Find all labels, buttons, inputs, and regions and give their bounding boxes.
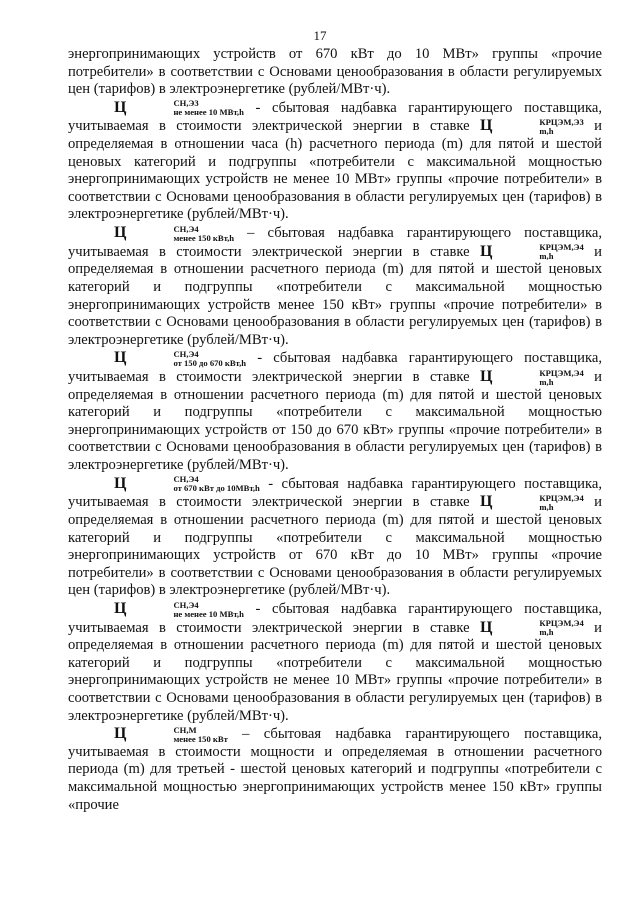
definition-text-continued: и определяемая в отношении расчетного периода (m) для пятой и шестой ценовых категорий и подгруппы «потребители с максимальной мощностью энергопринимающих устройств менее 150 кВт» группы «прочие потребители» в соответствии с Основами ценообразования в области регулируемых цен (тарифов) в электроэнергетике (рублей/МВт·ч). [68, 243, 602, 348]
rate-subscript: m,h [539, 376, 554, 387]
definition-text: – сбытовая надбавка гарантирующего поставщика, учитываемая в стоимости мощности и определяемая в отношении расчетного периода (m) для третьей - шестой ценовых категорий и подгруппы «потребители с максимальной мощностью энергопринимающих устройств менее 150 кВт» группы «прочие [68, 726, 602, 813]
symbol-subscript: не менее 10 МВт,h [173, 107, 244, 118]
definition-text: - сбытовая надбавка гарантирующего поставщика, учитываемая в стоимости электрической энергии в ставке [68, 475, 602, 511]
symbol-superscript: СН,М [173, 724, 197, 735]
symbol-subscript: от 150 до 670 кВт,h [173, 358, 247, 368]
rate-symbol: Ц [479, 493, 493, 511]
symbol-indices [127, 726, 227, 744]
symbol-superscript: СН,Э3 [173, 98, 199, 109]
rate-superscript: КРЦЭМ,Э4 [539, 618, 584, 629]
rate-symbol: Ц [479, 117, 493, 135]
definition-text-continued: и определяемая в отношении часа (h) расчетного периода (m) для пятой и шестой ценовых категорий и подгруппы «потребители с максимальной мощностью энергопринимающих устройств не менее 10 МВт» группы «прочие потребители» в соответствии с Основами ценообразования в области регулируемых цен (тарифов) в электроэнергетике (рублей/МВт·ч). [68, 118, 602, 223]
symbol-indices [127, 99, 243, 117]
rate-superscript: КРЦЭМ,Э4 [539, 492, 584, 503]
symbol: Ц [114, 224, 127, 242]
rate-symbol: Ц [479, 242, 493, 260]
rate-superscript: КРЦЭМ,Э3 [539, 117, 584, 128]
rate-superscript: КРЦЭМ,Э4 [539, 367, 584, 378]
definition-text-continued: и определяемая в отношении расчетного периода (m) для пятой и шестой ценовых категорий и подгруппы «потребители с максимальной мощностью энергопринимающих устройств не менее 10 МВт» группы «прочие потребители» в соответствии с Основами ценообразования в области регулируемых цен (тарифов) в электроэнергетике (рублей/МВт·ч). [68, 619, 602, 724]
symbol-superscript: СН,Э4 [173, 223, 199, 234]
paragraph-text: энергопринимающих устройств от 670 кВт до 10 МВт» группы «прочие потребители» в соответствии с Основами ценообразования в области регулируемых цен (тарифов) в электроэнергетике (рублей/МВт·ч). [68, 46, 602, 98]
symbol-superscript: СН,Э4 [173, 474, 199, 485]
symbol: Ц [114, 349, 127, 367]
definition-text-continued: и определяемая в отношении расчетного периода (m) для пятой и шестой ценовых категорий и подгруппы «потребители с максимальной мощностью энергопринимающих устройств от 150 до 670 кВт» группы «прочие потребители» в соответствии с Основами ценообразования в области регулируемых цен (тарифов) в электроэнергетике (рублей/МВт·ч). [68, 369, 602, 474]
rate-subscript: m,h [539, 501, 554, 512]
symbol-subscript: менее 150 кВт [173, 733, 228, 744]
definition-paragraph [68, 600, 602, 725]
symbol-indices [127, 601, 243, 619]
symbol-indices [127, 225, 234, 243]
rate-subscript: m,h [539, 126, 554, 137]
symbol-indices [127, 350, 246, 368]
definition-paragraph [68, 99, 602, 224]
symbol-indices [127, 475, 259, 493]
document-body [68, 46, 602, 814]
symbol-superscript: СН,Э4 [173, 599, 199, 610]
definition-text-continued: и определяемая в отношении расчетного периода (m) для пятой и шестой ценовых категорий и подгруппы «потребители с максимальной мощностью энергопринимающих устройств от 670 кВт до 10 МВт» группы «прочие потребители» в соответствии с Основами ценообразования в области регулируемых цен (тарифов) в электроэнергетике (рублей/МВт·ч). [68, 494, 602, 599]
symbol-subscript: не менее 10 МВт,h [173, 608, 244, 619]
definition-text: - сбытовая надбавка гарантирующего поставщика, учитываемая в стоимости электрической энергии в ставке [68, 600, 602, 636]
definition-paragraph [68, 725, 602, 814]
rate-indices [493, 118, 583, 136]
rate-symbol: Ц [479, 368, 493, 385]
symbol-subscript: менее 150 кВт,h [173, 232, 235, 243]
definition-text: - сбытовая надбавка гарантирующего поставщика, учитываемая в стоимости электрической энергии в ставке [68, 99, 602, 135]
rate-symbol: Ц [479, 618, 493, 636]
paragraph-continuation [68, 46, 602, 99]
symbol: Ц [114, 599, 127, 617]
symbol-superscript: СН,Э4 [173, 349, 199, 359]
symbol: Ц [114, 98, 127, 116]
definition-paragraph [68, 224, 602, 349]
definition-paragraph [68, 349, 602, 474]
symbol: Ц [114, 474, 127, 492]
rate-subscript: m,h [539, 251, 554, 262]
rate-indices [493, 494, 583, 512]
page-number: 17 [313, 28, 327, 43]
rate-indices [493, 243, 583, 261]
rate-subscript: m,h [539, 627, 554, 638]
rate-superscript: КРЦЭМ,Э4 [539, 242, 584, 253]
symbol-subscript: от 670 кВт до 10МВт,h [173, 483, 260, 494]
definition-paragraph [68, 475, 602, 600]
definition-text: - сбытовая надбавка гарантирующего поставщика, учитываемая в стоимости электрической энергии в ставке [68, 350, 602, 385]
rate-indices [493, 369, 583, 387]
symbol: Ц [114, 725, 127, 743]
definition-text: – сбытовая надбавка гарантирующего поставщика, учитываемая в стоимости электрической энергии в ставке [68, 225, 602, 260]
rate-indices [493, 619, 583, 637]
